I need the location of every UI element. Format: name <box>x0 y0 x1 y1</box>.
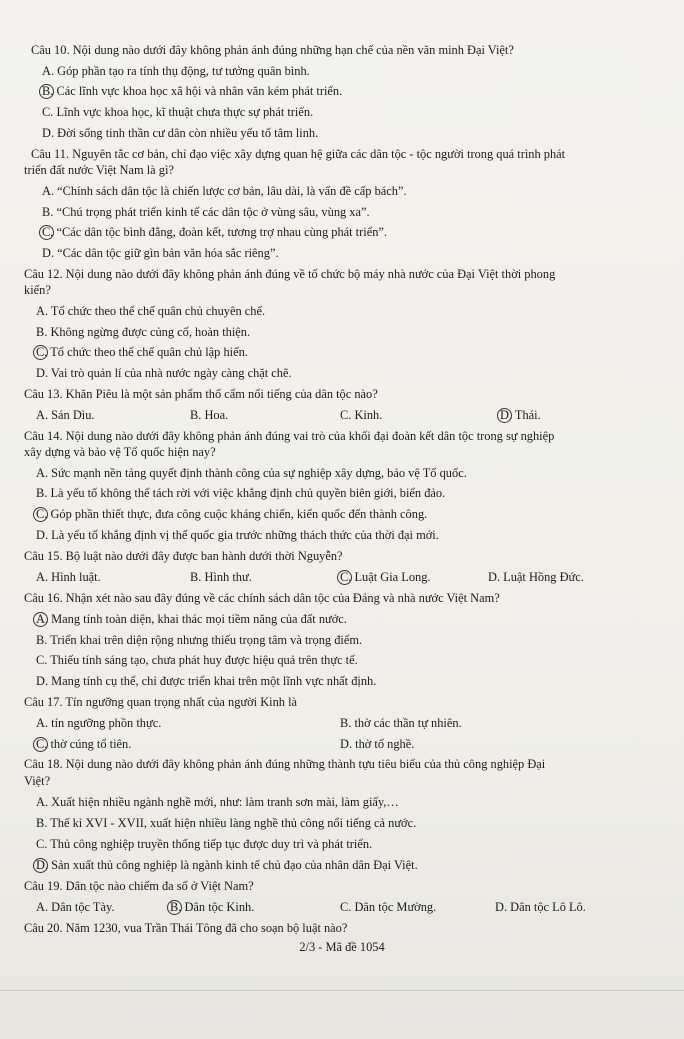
answer-mark-circle <box>33 507 48 522</box>
answer-mark-circle <box>33 345 48 360</box>
answer-mark-circle <box>33 858 48 873</box>
question-12-option-c: C. Tổ chức theo thể chế quân chủ lập hiến. <box>36 345 248 359</box>
question-19-option-b: B. Dân tộc Kinh. <box>170 900 255 914</box>
question-14-text-line1: Câu 14. Nội dung nào dưới đây không phản ánh đúng vai trò của khối đại đoàn kết dân tộc trong sự nghiệp <box>24 429 555 443</box>
answer-mark-circle <box>39 225 54 240</box>
question-16-option-c: C. Thiếu tính sáng tạo, chưa phát huy được hiệu quả trên thực tế. <box>36 653 358 667</box>
question-12-option-a: A. Tổ chức theo thể chế quân chủ chuyên chế. <box>36 304 266 318</box>
question-17-option-b: B. thờ các thần tự nhiên. <box>340 716 462 730</box>
page-footer: 2/3 - Mã đề 1054 <box>299 940 385 954</box>
question-11-option-a: A. “Chính sách dân tộc là chiến lược cơ bản, lâu dài, là vấn đề cấp bách”. <box>42 184 407 198</box>
question-17-option-c: C. thờ cúng tổ tiên. <box>36 737 132 751</box>
answer-mark-circle <box>167 900 182 915</box>
question-13-option-b: B. Hoa. <box>190 408 229 422</box>
answer-mark-circle <box>497 408 512 423</box>
question-11-text-line2: triển đất nước Việt Nam là gì? <box>24 163 174 177</box>
question-10-option-c: C. Lĩnh vực khoa học, kĩ thuật chưa thực sự phát triển. <box>42 105 314 119</box>
question-18-option-d: D. Sản xuất thủ công nghiệp là ngành kinh tế chủ đạo của nhân dân Đại Việt. <box>36 858 418 872</box>
question-17-option-a: A. tín ngưỡng phồn thực. <box>36 716 162 730</box>
question-19-option-c: C. Dân tộc Mường. <box>340 900 437 914</box>
question-18-option-c: C. Thủ công nghiệp truyền thống tiếp tục được duy trì và phát triển. <box>36 837 373 851</box>
question-19-text: Câu 19. Dân tộc nào chiếm đa số ở Việt Nam? <box>24 879 254 893</box>
question-17-text: Câu 17. Tín ngưỡng quan trọng nhất của người Kinh là <box>24 695 298 709</box>
question-19-option-a: A. Dân tộc Tày. <box>36 900 115 914</box>
question-14-option-b: B. Là yếu tố không thể tách rời với việc khẳng định chủ quyền biên giới, biển đảo. <box>36 486 446 500</box>
question-11-option-b: B. “Chú trọng phát triển kinh tế các dân tộc ở vùng sâu, vùng xa”. <box>42 205 370 219</box>
question-16-option-a: A. Mang tính toàn diện, khai thác mọi tiềm năng của đất nước. <box>36 612 347 626</box>
question-17-option-d: D. thờ tổ nghề. <box>340 737 415 751</box>
question-14-option-a: A. Sức mạnh nền tảng quyết định thành công của sự nghiệp xây dựng, bảo vệ Tổ quốc. <box>36 466 467 480</box>
question-12-text-line1: Câu 12. Nội dung nào dưới đây không phản ánh đúng về tổ chức bộ máy nhà nước của Đại Việt thời phong <box>24 267 556 281</box>
question-18-text-line2: Việt? <box>24 774 51 788</box>
question-15-option-b: B. Hình thư. <box>190 570 252 584</box>
question-12-option-b: B. Không ngừng được củng cố, hoàn thiện. <box>36 325 251 339</box>
question-19-option-d: D. Dân tộc Lô Lô. <box>495 900 586 914</box>
question-18-option-b: B. Thế kỉ XVI - XVII, xuất hiện nhiều làng nghề thủ công nổi tiếng cả nước. <box>36 816 417 830</box>
question-16-text: Câu 16. Nhận xét nào sau đây đúng về các chính sách dân tộc của Đảng và nhà nước Việt Nam? <box>24 591 500 605</box>
question-15-option-c: C. Luật Gia Long. <box>340 570 431 584</box>
question-11-option-c: C. “Các dân tộc bình đẳng, đoàn kết, tương trợ nhau cùng phát triển”. <box>42 225 387 239</box>
question-13-text: Câu 13. Khăn Piêu là một sản phẩm thổ cẩm nổi tiếng của dân tộc nào? <box>24 387 378 401</box>
question-14-text-line2: xây dựng và bảo vệ Tổ quốc hiện nay? <box>24 445 216 459</box>
question-11-text-line1: Câu 11. Nguyên tắc cơ bản, chỉ đạo việc xây dựng quan hệ giữa các dân tộc - tộc người trong quá trình phát <box>31 147 566 161</box>
answer-mark-circle <box>39 84 54 99</box>
question-10-option-b: B. Các lĩnh vực khoa học xã hội và nhân văn kém phát triển. <box>42 84 343 98</box>
question-10-text: Câu 10. Nội dung nào dưới đây không phản ánh đúng những hạn chế của nền văn minh Đại Việt? <box>31 43 514 57</box>
question-10-option-d: D. Đời sống tinh thần cư dân còn nhiều yếu tố tâm linh. <box>42 126 319 140</box>
question-15-text: Câu 15. Bộ luật nào dưới đây được ban hành dưới thời Nguyễn? <box>24 549 343 563</box>
question-12-text-line2: kiến? <box>24 283 51 297</box>
question-13-option-d: D. Thái. <box>500 408 541 422</box>
question-15-option-d: D. Luật Hồng Đức. <box>488 570 584 584</box>
question-18-text-line1: Câu 18. Nội dung nào dưới đây không phản ánh đúng những thành tựu tiêu biểu của thủ công nghiệp Đại <box>24 757 546 771</box>
question-13-option-c: C. Kinh. <box>340 408 383 422</box>
question-11-option-d: D. “Các dân tộc giữ gìn bản văn hóa sắc riêng”. <box>42 246 279 260</box>
question-10-option-a: A. Góp phần tạo ra tính thụ động, tư tưởng quân bình. <box>42 64 310 78</box>
page-fold-line <box>0 990 684 991</box>
question-14-option-c: C. Góp phần thiết thực, đưa công cuộc kháng chiến, kiến quốc đến thành công. <box>36 507 428 521</box>
question-18-option-a: A. Xuất hiện nhiều ngành nghề mới, như: làm tranh sơn mài, làm giấy,… <box>36 795 399 809</box>
question-16-option-d: D. Mang tính cụ thể, chỉ được triển khai trên một lĩnh vực nhất định. <box>36 674 377 688</box>
question-20-text: Câu 20. Năm 1230, vua Trần Thái Tông đã cho soạn bộ luật nào? <box>24 921 348 935</box>
question-14-option-d: D. Là yếu tố khẳng định vị thế quốc gia trước những thách thức của thời đại mới. <box>36 528 439 542</box>
question-15-option-a: A. Hình luật. <box>36 570 101 584</box>
question-12-option-d: D. Vai trò quản lí của nhà nước ngày càng chặt chẽ. <box>36 366 292 380</box>
answer-mark-circle <box>337 570 352 585</box>
question-16-option-b: B. Triển khai trên diện rộng nhưng thiếu trọng tâm và trọng điểm. <box>36 633 363 647</box>
answer-mark-circle <box>33 612 48 627</box>
answer-mark-circle <box>33 737 48 752</box>
question-13-option-a: A. Sán Dìu. <box>36 408 95 422</box>
